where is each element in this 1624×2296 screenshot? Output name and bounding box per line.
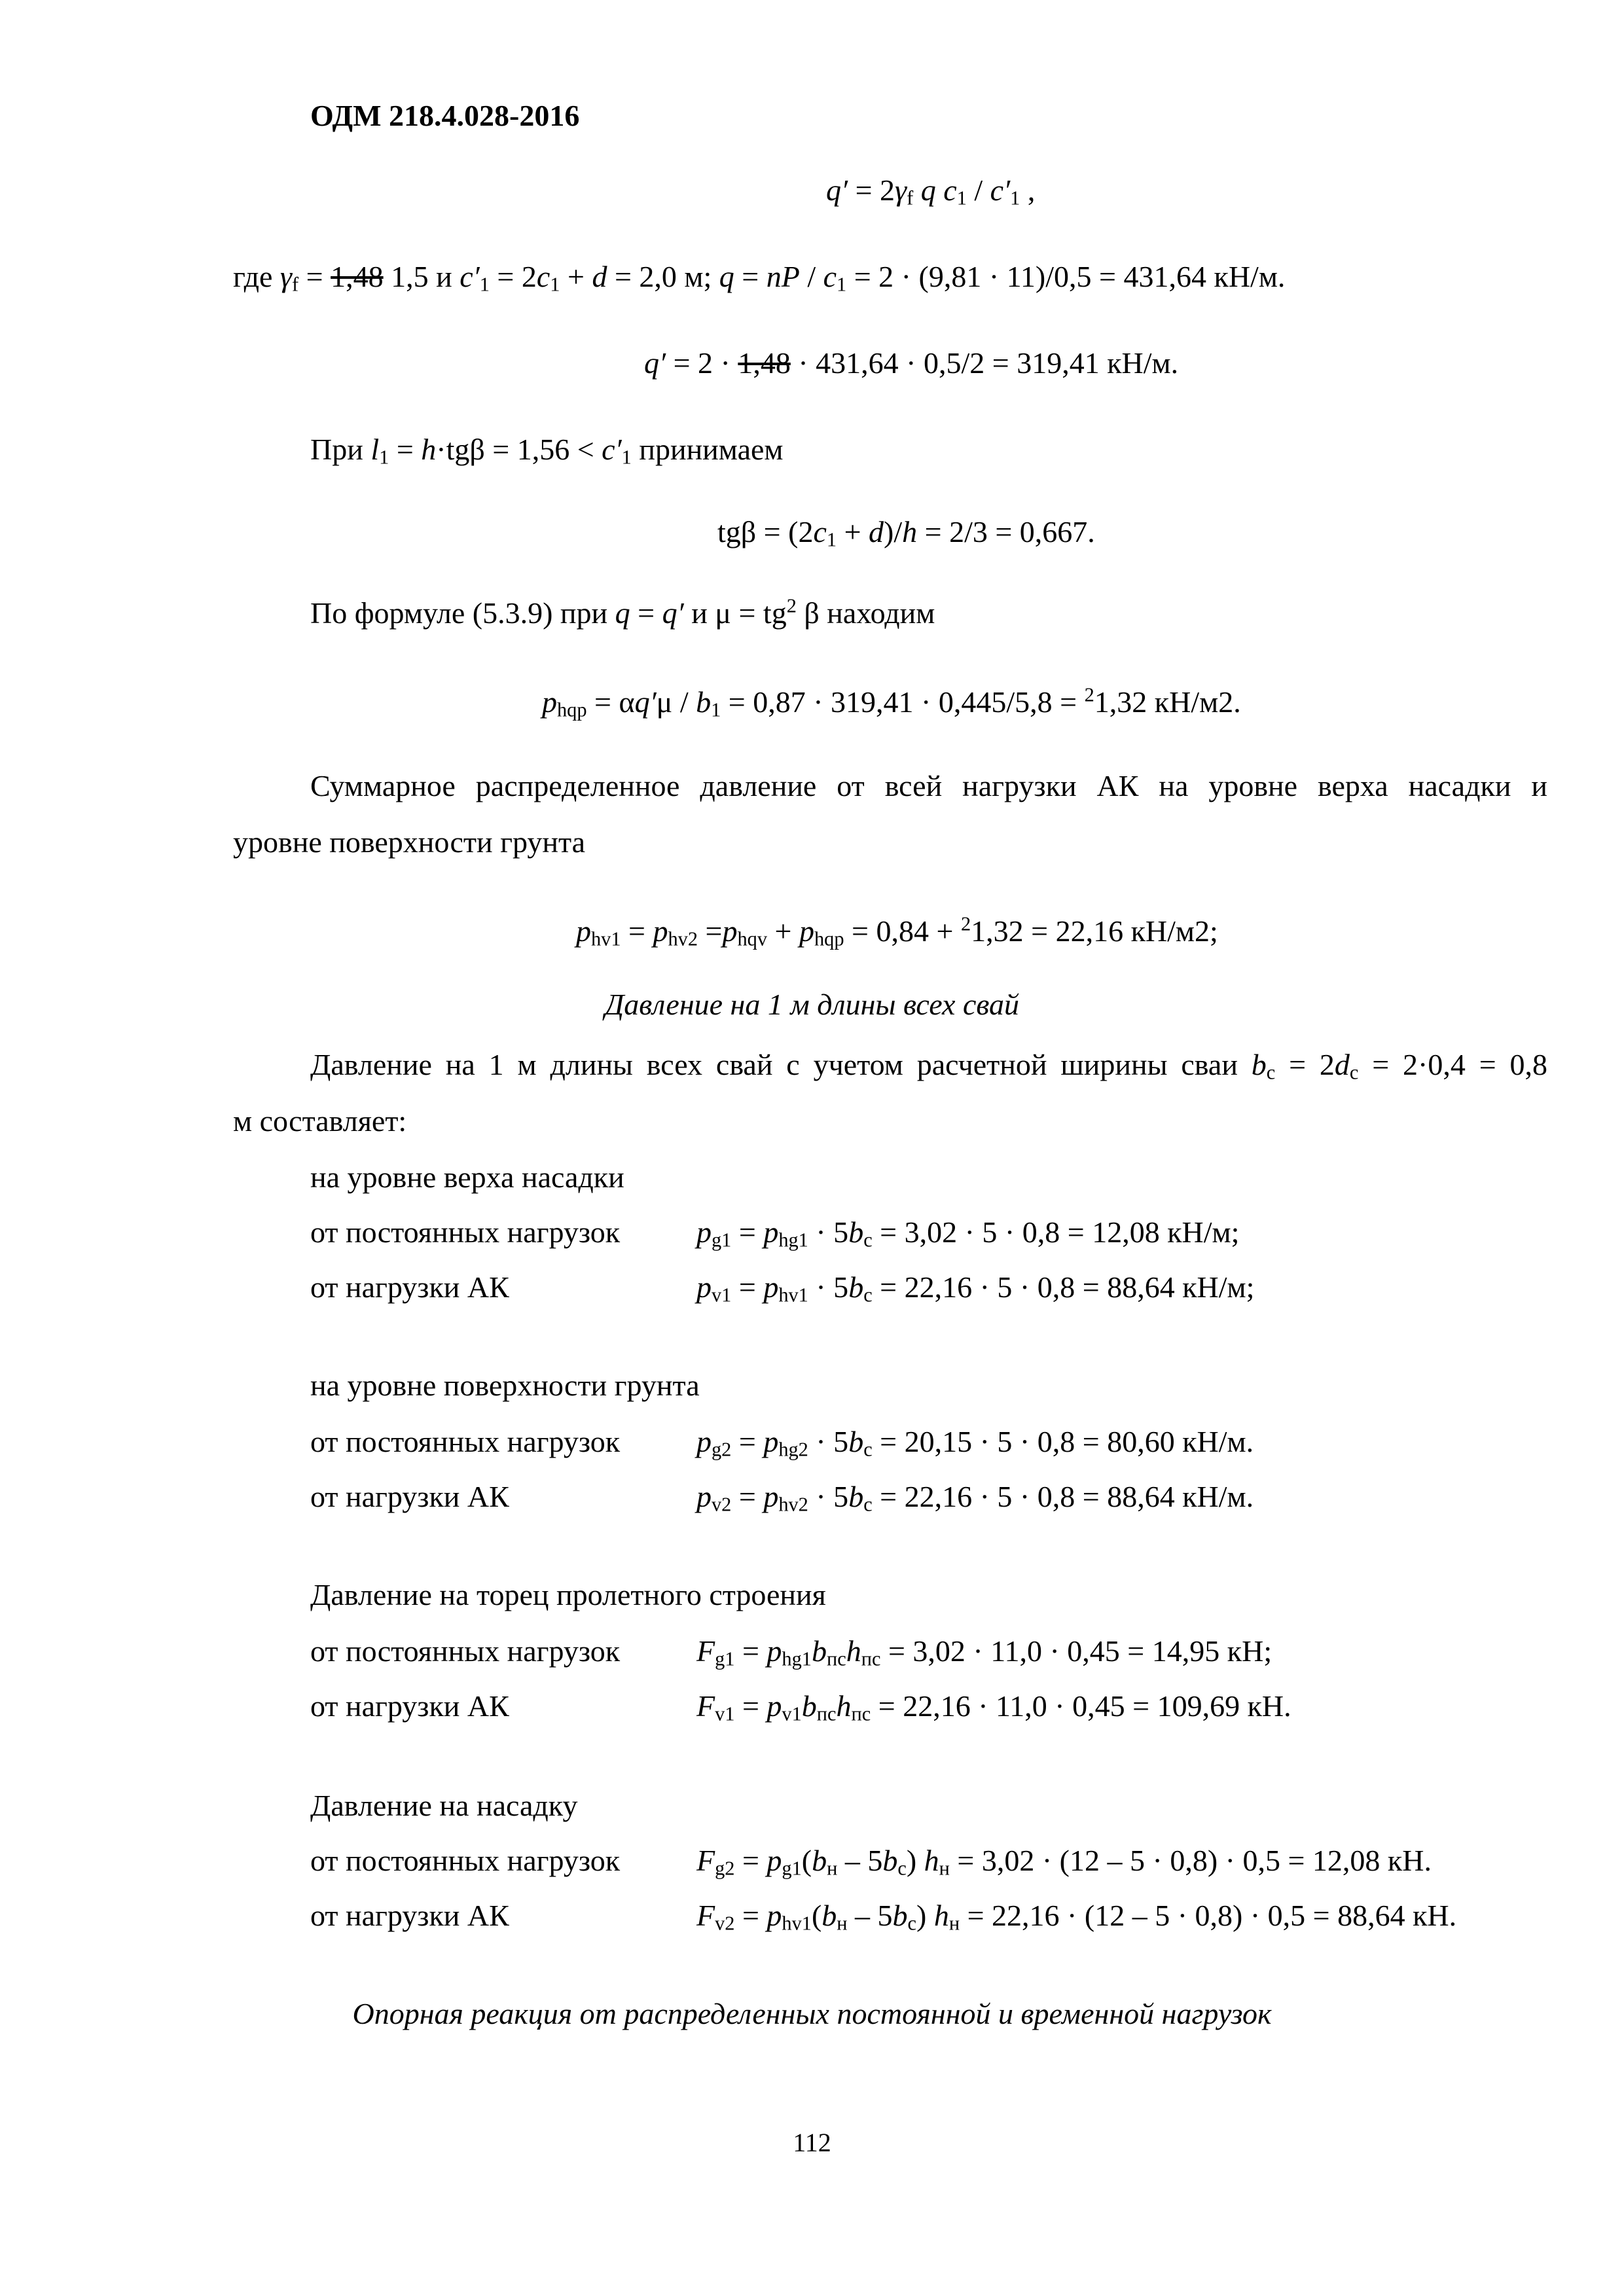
page-number: 112 <box>793 2128 831 2157</box>
heading-support-reaction: Опорная реакция от распределенных постоянной и временной нагрузок <box>352 1997 1272 2030</box>
formula-qprime-calc: q′ = 2 · 1,48 · 431,64 · 0,5/2 = 319,41 кН/м. <box>644 346 1179 380</box>
level-ground-label: на уровне поверхности грунта <box>310 1369 700 1402</box>
permanent-label-1: от постоянных нагрузок <box>310 1215 621 1249</box>
formula-pg2: $p_{g2} = p_{hg2} \cdot 5b_с = 20,15 \cdot 5 \cdot 0,8 = 80,60$ кН/м. <box>696 1425 1254 1461</box>
permanent-label-3: от постоянных нагрузок <box>310 1634 621 1668</box>
formula-Fv2: $F_{v2} = p_{hv1}(b_н - 5b_с) h_н = 22,16 \cdot (12 - 5 \cdot 0,8) \cdot 0,5 = 88,64$ кН. <box>696 1899 1457 1935</box>
summary-paragraph-line-1: Суммарное распределенное давление от всей нагрузки АК на уровне верха насадки и <box>310 769 1547 802</box>
ak-label-2: от нагрузки АК <box>310 1480 509 1513</box>
where-line: где $\gamma_f = 1,48$ 1,5 и $c'_1 = 2c_1 + d = 2,0$ м; q = nP / $c_1 = 2 \cdot (9,81 \cdot 11)/0,5 = 431,64$ кН/м. <box>233 260 1286 296</box>
pressure-paragraph-line-1: Давление на 1 м длины всех свай с учетом расчетной ширины сваи $b_с = 2d_с = 2\cdot 0,4 = 0,8$ <box>310 1048 1547 1084</box>
formula-qprime-definition: $q' = 2\gamma_f$ q $c_1 / c'_1$ , <box>826 173 1036 209</box>
cap-pressure-heading: Давление на насадку <box>310 1789 578 1822</box>
by-formula-line: По формуле (5.3.9) при q = q′ и $\mu = tg^2$ β находим <box>310 594 935 630</box>
formula-pv1: $p_{v1} = p_{hv1} \cdot 5b_с = 22,16 \cdot 5 \cdot 0,8 = 88,64$ кН/м; <box>696 1270 1255 1306</box>
formula-pv2: $p_{v2} = p_{hv2} \cdot 5b_с = 22,16 \cdot 5 \cdot 0,8 = 88,64$ кН/м. <box>696 1480 1254 1516</box>
permanent-label-4: от постоянных нагрузок <box>310 1844 621 1877</box>
document-code: ОДМ 218.4.028-2016 <box>310 99 580 132</box>
formula-phqp: $p_{hqp} = \alpha q'\mu / b_1 = 0,87 \cdot 319,41 \cdot 0,445/5,8 = ^21,32$ кН/м2. <box>542 683 1241 721</box>
heading-pressure-1m: Давление на 1 м длины всех свай <box>604 988 1020 1021</box>
formula-Fg2: $F_{g2} = p_{g1}(b_н - 5b_с) h_н = 3,02 \cdot (12 - 5 \cdot 0,8) \cdot 0,5 = 12,08$ кН. <box>696 1844 1432 1880</box>
formula-phv: $p_{hv1} = p_{hv2} =p_{hqv} + p_{hqp} = 0,84 + ^21,32 = 22,16$ кН/м2; <box>576 912 1218 950</box>
permanent-label-2: от постоянных нагрузок <box>310 1425 621 1458</box>
formula-Fv1: $F_{v1} = p_{v1}b_{пс}h_{пс} = 22,16 \cdot 11,0 \cdot 0,45 = 109,69$ кН. <box>696 1689 1291 1725</box>
ak-label-1: от нагрузки АК <box>310 1270 509 1304</box>
formula-tgbeta: $tg\beta = (2c_1 + d)/h = 2/3 = 0,667$. <box>717 515 1095 551</box>
summary-paragraph-line-2: уровне поверхности грунта <box>233 825 586 859</box>
ak-label-4: от нагрузки АК <box>310 1899 509 1932</box>
level-top-label: на уровне верха насадки <box>310 1160 624 1194</box>
ak-label-3: от нагрузки АК <box>310 1689 509 1723</box>
formula-pg1: $p_{g1} = p_{hg1} \cdot 5b_с = 3,02 \cdot 5 \cdot 0,8 = 12,08$ кН/м; <box>696 1215 1240 1251</box>
at-l1-line: При $l_1 = h\cdot tg\beta = 1,56 < c'_1$ принимаем <box>310 433 784 469</box>
end-pressure-heading: Давление на торец пролетного строения <box>310 1578 826 1611</box>
formula-Fg1: $F_{g1} = p_{hg1}b_{пс}h_{пс} = 3,02 \cdot 11,0 \cdot 0,45 = 14,95$ кН; <box>696 1634 1272 1670</box>
pressure-paragraph-line-2: м составляет: <box>233 1104 407 1138</box>
